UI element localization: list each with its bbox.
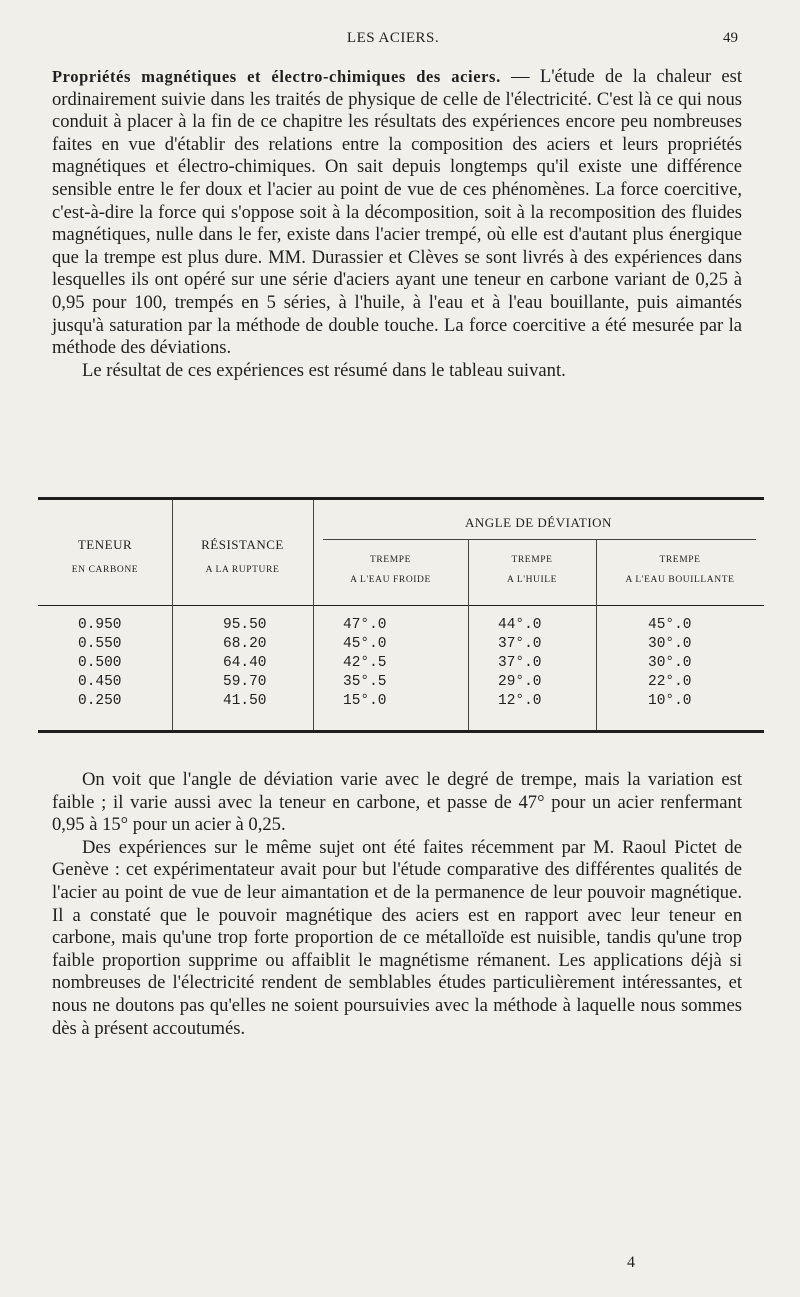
table-top-rule bbox=[38, 497, 764, 500]
table-cell: 22°.0 bbox=[648, 674, 692, 690]
intro-body: — L'étude de la chaleur est ordinairement suivie dans les traités de physique de celle de l'électricité. C'est là ce qui nous conduit à placer à la fin de ce chapitre les résultats des expériences encore peu nombreuses faites en vue d'établir des relations entre la composition des aciers et leurs propriétés magnétiques et électro-chimiques. On sait depuis longtemps qu'il existe une différence sensible entre le fer doux et l'acier au point de vue de ces phénomènes. La force coercitive, c'est-à-dire la force qui s'oppose soit à la décomposition, soit à la recomposition des fluides magnétiques, nulle dans le fer, existe dans l'acier trempé, où elle est d'autant plus énergique que la trempe est plus dure. MM. Durassier et Clèves se sont livrés à des expériences dans lesquelles ils ont opéré sur une série d'aciers ayant une teneur en carbone variant de 0,25 à 0,95 pour 100, trempés en 5 séries, à l'huile, à l'eau et à l'eau bouillante, puis aimantés jusqu'à saturation par la méthode de double touche. La force coercitive a été mesurée par la méthode des déviations. bbox=[52, 66, 743, 359]
running-title: LES ACIERS. bbox=[346, 30, 440, 46]
conclusion-paragraph: On voit que l'angle de déviation varie avec le degré de trempe, mais la variation est faible ; il varie aussi avec la teneur en carbone, et passe de 47° pour un acier renfermant 0,95 à 15° pour un acier à 0,25. bbox=[52, 769, 742, 836]
table-cell: 30°.0 bbox=[648, 655, 692, 671]
table-cell: 0.550 bbox=[78, 636, 122, 652]
table-header-rule bbox=[38, 605, 764, 606]
table-cell: 12°.0 bbox=[498, 693, 542, 709]
pictet-paragraph: Des expériences sur le même sujet ont été faites récemment par M. Raoul Pictet de Genève : cet expérimentateur avait pour but l'étude comparative des différentes qualités de l'acier au point de vue de leur aimantation et de la permanence de leur pouvoir magnétique. Il a constaté que le pouvoir magnétique des aciers est en rapport avec leur teneur en carbone, mais qu'une trop forte proportion de ce métalloïde est nuisible, tandis qu'une trop faible proportion supprime ou affaiblit le magnétisme rémanent. Les applications déjà si nombreuses de l'électricité rendent de semblables études particulièrement intéressantes, et nous ne doutons pas qu'elles ne soient poursuivies avec la méthode à laquelle nous sommes dès à présent accoutumés. bbox=[52, 836, 742, 1039]
col-divider bbox=[313, 500, 314, 730]
table-cell: 37°.0 bbox=[498, 636, 542, 652]
subheader-trempe: TREMPE bbox=[659, 555, 701, 565]
table-cell: 45°.0 bbox=[648, 617, 692, 633]
subheader-trempe: TREMPE bbox=[511, 555, 553, 565]
page-number: 49 bbox=[723, 30, 738, 46]
col-divider bbox=[468, 540, 469, 730]
table-cell: 0.450 bbox=[78, 674, 122, 690]
header-resistance: RÉSISTANCE bbox=[201, 537, 284, 552]
table-bottom-rule bbox=[38, 730, 764, 733]
subheader-eau-froide: A L'EAU FROIDE bbox=[350, 575, 431, 585]
deviation-table bbox=[38, 497, 764, 735]
table-cell: 95.50 bbox=[223, 617, 267, 633]
header-teneur: TENEUR bbox=[77, 537, 133, 552]
subheader-eau-bouillante: A L'EAU BOUILLANTE bbox=[625, 575, 735, 585]
table-cell: 0.500 bbox=[78, 655, 122, 671]
header-resistance-sub: A LA RUPTURE bbox=[205, 565, 280, 575]
running-head bbox=[48, 30, 738, 54]
table-cell: 45°.0 bbox=[343, 636, 387, 652]
table-cell: 30°.0 bbox=[648, 636, 692, 652]
table-cell: 0.950 bbox=[78, 617, 122, 633]
table-cell: 68.20 bbox=[223, 636, 267, 652]
angle-group-rule bbox=[323, 539, 756, 540]
body-text bbox=[52, 769, 742, 1040]
col-divider bbox=[172, 500, 173, 730]
section-lead: Propriétés magnétiques et électro-chimiques des aciers. bbox=[52, 67, 501, 86]
header-angle: ANGLE DE DÉVIATION bbox=[465, 515, 612, 530]
header-teneur-sub: EN CARBONE bbox=[71, 565, 139, 575]
table-cell: 47°.0 bbox=[343, 617, 387, 633]
table-cell: 15°.0 bbox=[343, 693, 387, 709]
subheader-trempe: TREMPE bbox=[369, 555, 412, 565]
table-cell: 44°.0 bbox=[498, 617, 542, 633]
intro-paragraph bbox=[52, 66, 742, 382]
table-cell: 64.40 bbox=[223, 655, 267, 671]
signature-mark: 4 bbox=[627, 1254, 635, 1271]
table-intro: Le résultat de ces expériences est résumé dans le tableau suivant. bbox=[82, 359, 566, 381]
table-cell: 37°.0 bbox=[498, 655, 542, 671]
table-cell: 41.50 bbox=[223, 693, 267, 709]
subheader-huile: A L'HUILE bbox=[506, 575, 558, 585]
table-cell: 10°.0 bbox=[648, 693, 692, 709]
table-cell: 59.70 bbox=[223, 674, 267, 690]
table-cell: 42°.5 bbox=[343, 655, 387, 671]
table-cell: 0.250 bbox=[78, 693, 122, 709]
table-cell: 35°.5 bbox=[343, 674, 387, 690]
col-divider bbox=[596, 540, 597, 730]
table-cell: 29°.0 bbox=[498, 674, 542, 690]
